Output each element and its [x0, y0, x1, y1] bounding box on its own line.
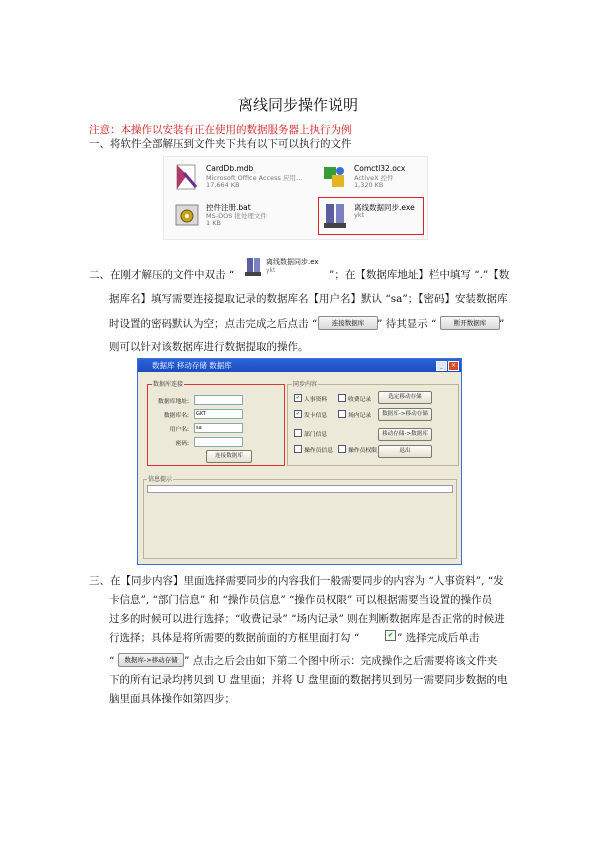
file-type: Microsoft Office Access 应用… — [206, 174, 303, 182]
step2-line1-a: 二、在刚才解压的文件中双击 “ — [89, 269, 235, 281]
step3-line5-b: ” 点击之后会由如下第二个图中所示：完成操作之后需要将该文件夹 — [184, 655, 498, 667]
password-label: 密码: — [175, 441, 189, 447]
step3-line5-a: “ — [109, 655, 115, 667]
file-item[interactable] — [322, 199, 450, 237]
title-bar — [138, 359, 461, 372]
permission-checkbox[interactable] — [338, 445, 346, 453]
file-list-panel — [163, 156, 428, 240]
select-storage-button[interactable]: 选定移动存储 — [378, 391, 432, 404]
step3-line4-a: 行选择；具体是将所需要的数据前面的方框里面打勾 “ — [109, 632, 360, 644]
file-name: CardDb.mdb — [206, 164, 254, 173]
db-address-label: 数据库地址: — [158, 399, 189, 405]
connect-db-button-image: 连接数据库 — [318, 316, 378, 330]
notice-text: 注意：本操作以安装有正在使用的数据服务器上执行为例 — [89, 124, 352, 136]
step3-line3: 过多的时候可以进行选择；“收费记录” “场内记录” 则在判断数据库是否正常的时候进 — [109, 613, 505, 625]
exe-icon — [322, 201, 348, 231]
inline-exe-sub: ykt — [266, 267, 276, 274]
exit-button[interactable]: 退出 — [378, 445, 432, 458]
app-window — [137, 358, 462, 565]
info-textbox[interactable] — [147, 485, 453, 493]
file-item[interactable] — [322, 161, 450, 199]
connect-db-button[interactable]: 连接数据库 — [206, 450, 252, 463]
file-type: ActiveX 控件 — [354, 174, 394, 182]
staff-checkbox[interactable]: ✔ — [295, 395, 301, 401]
file-size: 1 KB — [206, 219, 221, 227]
minimize-icon[interactable]: _ — [436, 361, 447, 371]
staff-label: 人事资料 — [304, 397, 328, 403]
file-size: 1,320 KB — [354, 181, 384, 189]
step2-line3-a: 时设置的密码默认为空；点击完成之后点击 “ — [109, 318, 318, 330]
close-icon[interactable]: × — [448, 361, 459, 371]
sync-group-label: 同步内容 — [293, 381, 318, 388]
dept-checkbox[interactable] — [294, 429, 302, 437]
db-name-input[interactable]: GKT — [194, 409, 243, 419]
card-checkbox[interactable]: ✔ — [295, 411, 301, 417]
step2-line2: 据库名】填写需要连接提取记录的数据库名【用户名】默认 “sa”；【密码】安装数据库 — [109, 293, 508, 305]
step2-line3-c: ” — [499, 318, 505, 330]
step2-line4: 则可以针对该数据库进行数据提取的操作。 — [109, 341, 309, 353]
step2-line1-b: ”；在【数据库地址】栏中填写 “.”【数 — [329, 269, 510, 281]
site-checkbox[interactable] — [338, 410, 346, 418]
file-name: 离线数据同步.exe — [354, 203, 415, 212]
activex-icon — [322, 163, 348, 193]
inline-exe-image — [244, 256, 326, 278]
exe-icon — [244, 256, 262, 278]
file-item[interactable] — [174, 199, 302, 237]
file-name: 控件注册.bat — [206, 203, 251, 212]
inline-exe-name: 离线数据同步.ex — [266, 258, 319, 266]
db-name-label: 数据库名: — [163, 413, 189, 419]
operator-checkbox[interactable] — [294, 445, 302, 453]
db-address-input[interactable] — [194, 395, 243, 405]
db-group-label: 数据库连接 — [153, 381, 184, 388]
page-title: 离线同步操作说明 — [237, 96, 358, 114]
file-item[interactable] — [174, 161, 302, 199]
step2-line3-b: ” 待其显示 “ — [377, 318, 437, 330]
fee-label: 收费记录 — [348, 397, 372, 403]
checkbox-checked-icon: ✔ — [385, 630, 396, 641]
file-type: MS-DOS 批处理文件 — [206, 212, 267, 220]
step3-line2: 卡信息”, “部门信息” 和 “操作员信息” “操作员权限” 可以根据需要当设置的操作员 — [109, 594, 493, 606]
step3-line4-b: ” 选择完成后单击 — [397, 632, 480, 644]
operator-label: 操作员信息 — [304, 448, 333, 454]
disconnect-db-button-image: 断开数据库 — [440, 316, 500, 330]
fee-checkbox[interactable] — [338, 394, 346, 402]
username-input[interactable]: sa — [194, 423, 243, 433]
dept-label: 部门信息 — [304, 432, 328, 438]
step1-text: 一、将软件全部解压到文件夹下共有以下可以执行的文件 — [89, 138, 352, 150]
db-to-storage-button-image: 数据库->移动存储 — [118, 653, 184, 667]
storage-to-db-button[interactable]: 移动存储->数据库 — [378, 428, 432, 441]
db-to-storage-button[interactable]: 数据库->移动存储 — [378, 408, 432, 421]
step3-line7: 脑里面具体操作如第四步； — [109, 693, 235, 705]
file-name: Comctl32.ocx — [354, 164, 406, 173]
gear-batch-icon — [174, 201, 200, 231]
access-db-icon — [174, 163, 200, 193]
info-group-label: 信息提示 — [148, 476, 173, 483]
username-label: 用户名: — [169, 427, 189, 433]
file-size: 17,664 KB — [206, 181, 240, 189]
site-label: 场内记录 — [348, 413, 372, 419]
file-type: ykt — [354, 211, 365, 219]
password-input[interactable] — [194, 437, 243, 447]
step3-line6: 下的所有记录均拷贝到 U 盘里面；并将 U 盘里面的数据拷贝到另一需要同步数据的电 — [109, 674, 508, 686]
window-title: 数据库 移动存储 数据库 — [152, 361, 232, 370]
card-label: 发卡信息 — [304, 413, 328, 419]
step3-line1: 三、在【同步内容】里面选择需要同步的内容我们一般需要同步的内容为 “人事资料”, “发 — [89, 575, 504, 587]
permission-label: 操作员权限 — [348, 448, 377, 454]
